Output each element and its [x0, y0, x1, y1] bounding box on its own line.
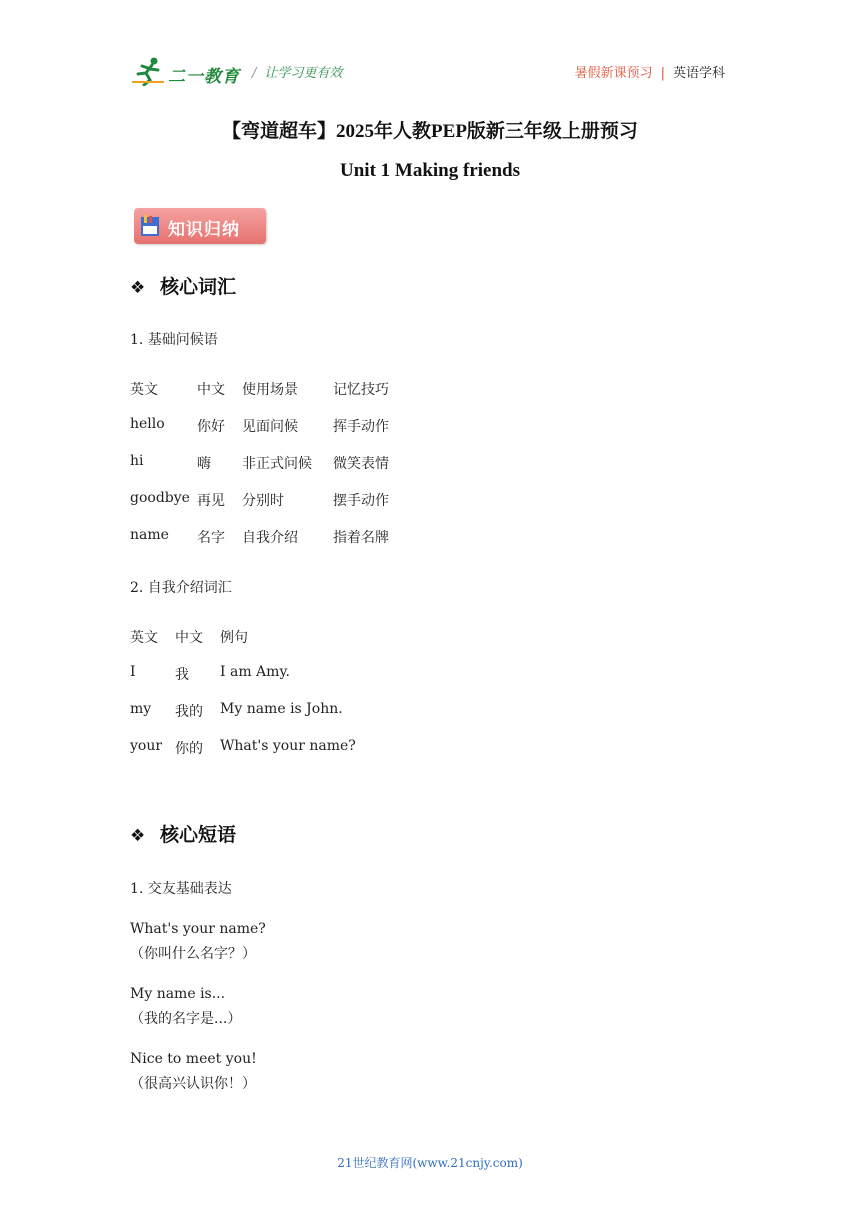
table-cell: 非正式问候: [242, 456, 312, 472]
table-cell: 我: [175, 667, 189, 683]
table-cell: My name is John.: [220, 701, 343, 717]
table-cell: I: [130, 664, 136, 680]
table-cell: 嗨: [197, 456, 211, 472]
table-cell: 你的: [175, 741, 203, 757]
brand-logo: [130, 56, 242, 86]
table-cell: 自我介绍: [242, 530, 298, 546]
table-cell: 记忆技巧: [333, 382, 389, 398]
diamond-bullet-icon: ❖: [130, 278, 146, 298]
table-cell: 英文: [130, 382, 158, 398]
phrase-english: What's your name?: [130, 921, 266, 937]
slogan: / 让学习更有效: [252, 66, 343, 81]
table-cell: name: [130, 527, 169, 543]
table-cell: 摆手动作: [333, 493, 389, 509]
logo-text: 二一教育: [168, 67, 240, 87]
table-cell: 你好: [197, 419, 225, 435]
diamond-bullet-icon: ❖: [130, 826, 146, 846]
header-separator: |: [660, 66, 665, 81]
section-title: 核心短语: [160, 824, 237, 846]
subheading-self-intro: 2. 自我介绍词汇: [130, 580, 232, 596]
book-icon: [140, 214, 160, 238]
table-cell: 英文: [130, 630, 158, 646]
section-title: 核心词汇: [160, 276, 237, 298]
slogan-text: 让学习更有效: [264, 66, 343, 81]
table-cell: goodbye: [130, 490, 190, 506]
table-cell: 挥手动作: [333, 419, 389, 435]
subheading-phrases: 1. 交友基础表达: [130, 881, 232, 897]
table-cell: 指着名牌: [333, 530, 389, 546]
phrase-english: Nice to meet you!: [130, 1051, 257, 1067]
table-cell: hello: [130, 416, 165, 432]
table-cell: 我的: [175, 704, 203, 720]
table-cell: 分别时: [242, 493, 284, 509]
phrase-english: My name is...: [130, 986, 226, 1002]
phrase-chinese: （很高兴认识你！）: [130, 1076, 256, 1092]
table-cell: 中文: [197, 382, 225, 398]
section-heading-phrases: [130, 820, 236, 847]
section-heading-vocab: [130, 272, 236, 299]
table-cell: 名字: [197, 530, 225, 546]
subject-label: 英语学科: [672, 66, 725, 81]
table-cell: 再见: [197, 493, 225, 509]
subheading-greetings: 1. 基础问候语: [130, 332, 218, 348]
header-tags: [575, 62, 725, 81]
page-subtitle: Unit 1 Making friends: [340, 160, 520, 181]
badge-label: 知识归纳: [168, 220, 240, 240]
phrase-chinese: （你叫什么名字？）: [130, 946, 256, 962]
phrase-chinese: （我的名字是...）: [130, 1011, 242, 1027]
page-footer: 21世纪教育网(www.21cnjy.com): [337, 1156, 523, 1170]
table-cell: your: [130, 738, 163, 754]
table-cell: 见面问候: [242, 419, 298, 435]
table-cell: I am Amy.: [220, 664, 290, 680]
table-cell: 中文: [175, 630, 203, 646]
table-cell: my: [130, 701, 152, 717]
runner-icon: [130, 56, 170, 86]
table-cell: hi: [130, 453, 144, 469]
page-header: [130, 56, 725, 86]
table-cell: 微笑表情: [333, 456, 389, 472]
knowledge-badge: [134, 208, 266, 244]
table-cell: 例句: [220, 630, 248, 646]
preview-label: 暑假新课预习: [574, 66, 653, 81]
page-title: 【弯道超车】2025年人教PEP版新三年级上册预习: [222, 121, 638, 142]
table-cell: What's your name?: [220, 738, 356, 754]
table-cell: 使用场景: [242, 382, 298, 398]
